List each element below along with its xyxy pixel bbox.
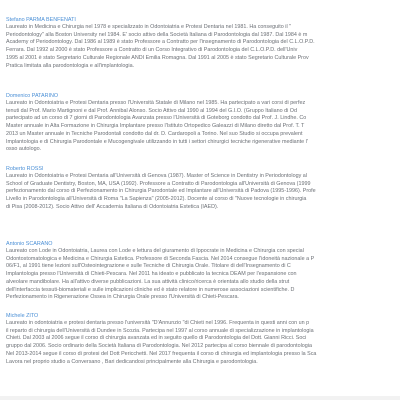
bio-text bbox=[6, 248, 400, 302]
bio-block-zito bbox=[6, 313, 400, 366]
bio-line: osso autologo. bbox=[6, 146, 42, 153]
bio-line: 1995 al 2001 è stato Segretario Culturale Regionale ANDI Emilia Romagna. Dal 1991 al 2005 è stato Segretario Culturale Prov bbox=[6, 54, 309, 61]
bio-line: Perfezionamento in Rigenerazione Ossea in Chirurgia Orale presso l'Università di Chieti-Pescara. bbox=[6, 294, 239, 301]
bio-block-patarino bbox=[6, 93, 400, 154]
bio-line: alveolare mandibolare. Ha all'attivo diverse pubblicazioni. La sua attività clinico/ricerca è orientata allo studio della strut bbox=[6, 278, 290, 285]
bio-line: Lavora nel proprio studio a Conversano , Bari dedicandosi principalmente alla Chirurgia e parodontologia. bbox=[6, 358, 258, 365]
bio-line: Master annuale in Alta Formazione in Chirurgia Implantare presso l'Istituto Ortopedico Galeazzi di Milano diretto dal Prof. T. T bbox=[6, 123, 305, 130]
bio-line: partecipato ad un corso di 7 giorni di Parodontologia Avanzata presso l'Università di Goteborg condotto dal Prof. J. Lindhe. Co bbox=[6, 115, 307, 122]
bio-line: tenuti dal Prof. Mario Martignoni e dal Prof. Annibal Alonso. Socio Attivo dal 1990 al 1994 del G.I.O. (Gruppo Italiano di Od bbox=[6, 107, 297, 114]
bio-line: perfezionamento dal corso di Perfezionamento in Chirurgia Parodontale ed Implantare all'Università di Padova (1995-1996). Profe bbox=[6, 188, 316, 195]
bio-line: dell'interfaccia tessuti-biomateriali e sulle implicazioni cliniche ed è stato relatore in numerose associazioni scientifiche. D bbox=[6, 286, 295, 293]
bio-line: School of Graduate Dentistry, Boston, MA, USA (1992). Professore a Contratto di Parodontologia all'Università di Genova (1999 bbox=[6, 180, 311, 187]
bio-block-scarano bbox=[6, 241, 400, 302]
bio-name: Michele ZITO bbox=[6, 313, 39, 319]
bio-line: Laureato in Medicina e Chirurgia nel 1978 e specializzato in Odontoiatria e Protesi Dentaria nel 1981. Ha conseguito il " bbox=[6, 24, 292, 30]
bio-line: 2013 un Master annuale in Tecniche Parodontali condotto dal dr. D. Cardaropoli a Torino. Nel suo Studio si occupa prevalent bbox=[6, 130, 303, 137]
page-footer-strip bbox=[0, 396, 400, 400]
bio-line: Odontostomatologica e Medicina e Chirurgia Estetica. Professore di Seconda Fascia. Nel 2014 consegue l'idoneità nazionale a P bbox=[6, 255, 315, 262]
bio-line: Implantologia e di Chirurgia Parodontale e Mucogengivale utilizzando in tutti i settori chirurgici tecniche rigenerative mediante l' bbox=[6, 138, 308, 145]
bio-text bbox=[6, 100, 400, 154]
bio-text bbox=[6, 173, 400, 212]
bio-line: Ferrara. Dal 1992 al 2000 è stato Professore a Contratto di un Corso Integrativo di Parodontologia del C.L.O.P.D. dell'Univ bbox=[6, 47, 298, 54]
bio-name: Roberto ROSSI bbox=[6, 166, 44, 172]
bio-line: Nel 2013-2014 segue il corso di protesi del Dott Pericchetti. Nel 2017 frequenta il corso di chirurgia ed implantologia presso la Sca bbox=[6, 350, 317, 357]
bio-block-parma-benfenati bbox=[6, 17, 400, 70]
bio-text bbox=[6, 24, 400, 70]
bio-line: il reparto di chirurgia dell'Università di Dundee in Scozia. Partecipa nel 1997 al corso annuale di specializzazione in implantologia bbox=[6, 327, 314, 334]
bio-text bbox=[6, 320, 400, 366]
bio-line: Laureato in Odontoiatria e Protesi Dentaria all'Università di Genova (1987). Master of Science in Dentistry in Periodontology al bbox=[6, 173, 307, 179]
bio-line: Laureato in Odontoiatria e Protesi Dentaria presso l'Università Statale di Milano nel 1985. Ha partecipato a vari corsi di perfez bbox=[6, 100, 306, 106]
bio-line: Academy of Periodontology. Dal 1986 al 1989 è stato Professore a Contratto per l'insegnamento di Parodontologia del C.L.O.P.D. bbox=[6, 39, 315, 46]
bio-name: Domenico PATARINO bbox=[6, 93, 59, 99]
bio-line: 06/F1, al 1991 tiene lezioni sull'Osteointegrazione e sulle Tecniche di Chirurgia Orale. Titolare di dell'Insegnamento di C bbox=[6, 263, 291, 270]
bio-line: Implantologia presso l'Università di Chieti-Pescara. Nel 2011 ha ideato e pubblicato la tecnica DEAM per l'espansione con bbox=[6, 271, 297, 278]
bio-line: Laureato in odontoiatria e protesi dentaria presso l'università "D'Annunzio "di Chieti nel 1996. Frequenta in questi anni con un p bbox=[6, 320, 310, 326]
bio-line: Chieti. Dal 2003 al 2006 segue il corso di chirurgia avanzata ed in seguito quello di Parodontologia del Dott. Gianni Ricci. Soci bbox=[6, 335, 307, 342]
bio-line: Pratica limitata alla parodontologia e all'implantologia. bbox=[6, 62, 135, 69]
bio-block-rossi bbox=[6, 166, 400, 212]
bio-line: Periodontology" alla Boston University nel 1984. E' socio attivo della Società Italiana di Parodontologia dal 1987. Dal 1984 è m bbox=[6, 31, 308, 38]
bio-name: Antonio SCARANO bbox=[6, 241, 53, 247]
bio-name: Stefano PARMA BENFENATI bbox=[6, 17, 76, 23]
bio-line: di Pisa (2008-2012). Socio Attivo dell' Accademia Italiana di Odontoiatria Estetica (IAED). bbox=[6, 203, 219, 210]
bio-line: gruppo dal 2006. Socio ordinario della Società Italiana di Parodontologia. Nel 2012 partecipa al corso biennale di parodontologia bbox=[6, 343, 312, 350]
bio-line: Livello in Parodontologia all'Università di Roma "La Sapienza" (2005-2012). Docente al corso di "Nuove tecnologie in chirurgia bbox=[6, 196, 307, 203]
bio-line: Laureato con Lode in Odontoiatria, Laurea con Lode e lettura del giuramento di Ippocrate in Medicina e Chirurgia con special bbox=[6, 248, 304, 254]
